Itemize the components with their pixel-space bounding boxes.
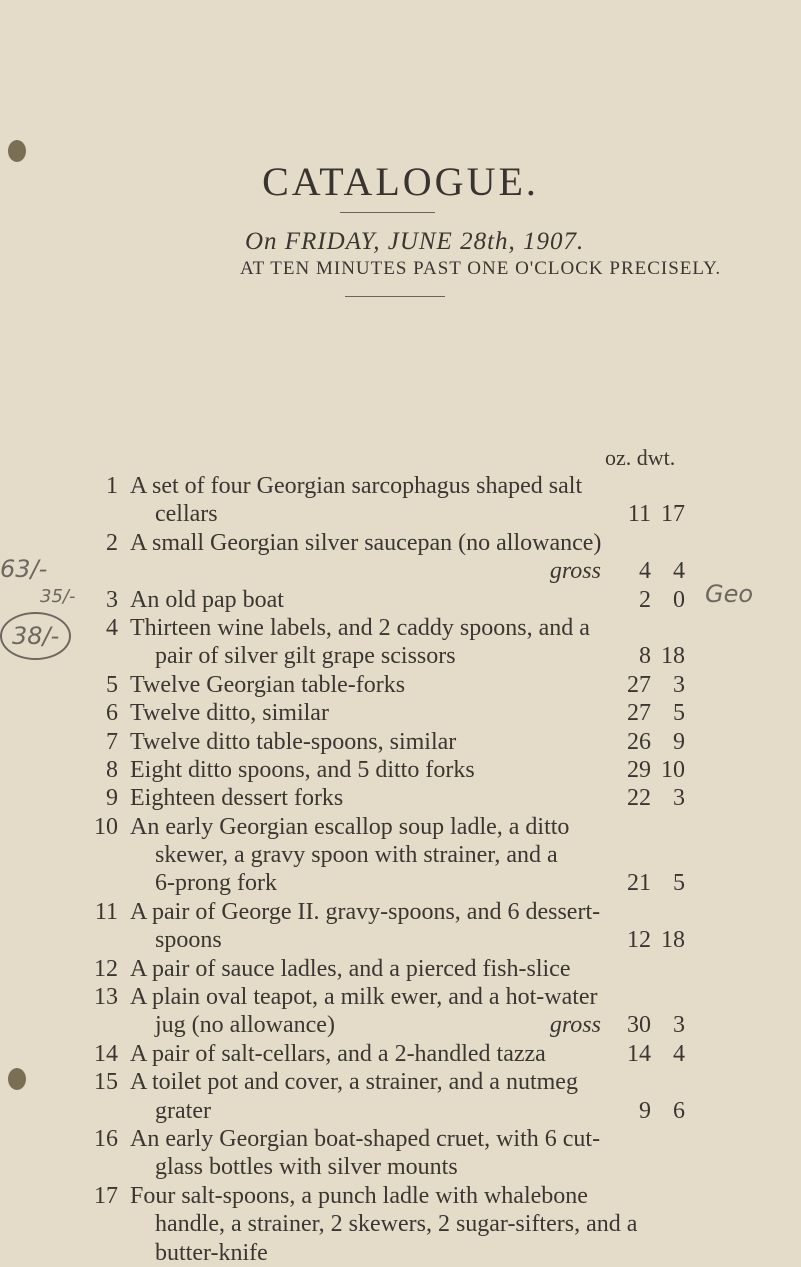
lot-number: 10 xyxy=(94,813,118,840)
lot-line xyxy=(0,472,801,500)
lot-line xyxy=(0,1182,801,1210)
weight-oz: 29 xyxy=(627,756,651,783)
weight-dwt: 5 xyxy=(673,870,685,897)
divider xyxy=(345,296,445,297)
weight-dwt: 18 xyxy=(661,927,685,954)
lot-description: grater xyxy=(155,1097,211,1124)
lot-number: 3 xyxy=(106,586,118,613)
lot-number: 7 xyxy=(106,728,118,755)
lot-line xyxy=(0,869,801,897)
weight-dwt: 6 xyxy=(673,1097,685,1124)
weight-dwt: 5 xyxy=(673,700,685,727)
lot-line xyxy=(0,1125,801,1153)
lot-description: A set of four Georgian sarcophagus shaped salt xyxy=(130,473,583,499)
lot-description: A pair of George II. gravy-spoons, and 6 dessert- xyxy=(130,898,601,925)
lot-description: skewer, a gravy spoon with strainer, and a xyxy=(155,842,558,869)
lot-line xyxy=(0,898,801,926)
lot-description: spoons xyxy=(155,927,222,954)
lot-number: 14 xyxy=(94,1040,118,1067)
page-title: CATALOGUE. xyxy=(262,159,539,204)
lot-line xyxy=(0,784,801,812)
lot-item xyxy=(0,586,801,614)
lot-item xyxy=(0,529,801,586)
lot-item xyxy=(0,728,801,756)
lot-line xyxy=(0,1011,801,1039)
lot-item xyxy=(0,699,801,727)
handwritten-note-circled: 38/- xyxy=(0,612,71,660)
lot-line xyxy=(0,1097,801,1125)
weight-oz: 21 xyxy=(627,870,651,897)
lot-line xyxy=(0,756,801,784)
handwritten-note: 35/- xyxy=(40,586,76,607)
lot-line xyxy=(0,642,801,670)
weight-dwt: 9 xyxy=(673,728,685,755)
weight-oz: 4 xyxy=(639,558,651,585)
weight-oz: 14 xyxy=(627,1040,651,1067)
lot-number: 17 xyxy=(94,1182,118,1209)
lot-item xyxy=(0,1068,801,1125)
weight-oz: 27 xyxy=(627,700,651,727)
lot-description: 6-prong fork xyxy=(155,870,277,897)
lot-item xyxy=(0,671,801,699)
lot-description: Thirteen wine labels, and 2 caddy spoons, and a xyxy=(130,614,590,641)
lot-line xyxy=(0,1068,801,1096)
lot-line xyxy=(0,813,801,841)
lot-line xyxy=(0,529,801,557)
lot-number: 9 xyxy=(106,785,118,812)
weight-oz: 26 xyxy=(627,728,651,755)
lot-line xyxy=(0,699,801,727)
lot-line xyxy=(0,926,801,954)
lot-description: Twelve ditto table-spoons, similar xyxy=(130,728,457,755)
lot-line xyxy=(0,955,801,983)
lot-item xyxy=(0,1125,801,1182)
sale-time: AT TEN MINUTES PAST ONE O'CLOCK PRECISELY. xyxy=(240,258,722,279)
weight-dwt: 17 xyxy=(661,501,685,528)
lot-description: Eight ditto spoons, and 5 ditto forks xyxy=(130,756,475,783)
lot-number: 8 xyxy=(106,756,118,783)
lot-number: 2 xyxy=(106,529,118,556)
lot-list xyxy=(0,472,801,1267)
lot-description: A pair of salt-cellars, and a 2-handled tazza xyxy=(130,1040,546,1067)
lot-description: A toilet pot and cover, a strainer, and a nutmeg xyxy=(130,1069,578,1096)
gross-label: gross xyxy=(549,558,601,585)
lot-item xyxy=(0,1040,801,1068)
gross-label: gross xyxy=(549,1012,601,1039)
weight-oz: 9 xyxy=(639,1097,651,1124)
lot-description: Twelve Georgian table-forks xyxy=(130,671,406,698)
weight-oz: 12 xyxy=(627,927,651,954)
lot-number: 15 xyxy=(94,1069,118,1096)
lot-line xyxy=(0,1239,801,1267)
lot-number: 4 xyxy=(106,614,118,641)
lot-description: A small Georgian silver saucepan (no allowance) xyxy=(130,529,602,556)
lot-line xyxy=(0,586,801,614)
lot-description: A plain oval teapot, a milk ewer, and a hot-water xyxy=(130,984,598,1011)
lot-item xyxy=(0,756,801,784)
lot-number: 12 xyxy=(94,955,118,982)
weight-dwt: 18 xyxy=(661,643,685,670)
lot-item xyxy=(0,983,801,1040)
lot-description: Four salt-spoons, a punch ladle with whalebone xyxy=(130,1182,588,1209)
lot-line xyxy=(0,983,801,1011)
handwritten-note: 63/- xyxy=(0,555,48,583)
lot-description: pair of silver gilt grape scissors xyxy=(155,643,456,670)
lot-number: 11 xyxy=(94,898,118,925)
lot-line xyxy=(0,671,801,699)
weight-oz: 2 xyxy=(639,586,651,613)
lot-item xyxy=(0,898,801,955)
lot-line xyxy=(0,614,801,642)
lot-description: glass bottles with silver mounts xyxy=(155,1154,458,1181)
lot-number: 5 xyxy=(106,671,118,698)
handwritten-note: Geo xyxy=(705,580,754,608)
lot-line xyxy=(0,557,801,585)
weight-oz: 8 xyxy=(639,643,651,670)
lot-number: 16 xyxy=(94,1125,118,1152)
lot-item xyxy=(0,955,801,983)
weight-dwt: 10 xyxy=(661,756,685,783)
lot-description: An early Georgian escallop soup ladle, a ditto xyxy=(130,813,570,840)
weight-oz: 27 xyxy=(627,671,651,698)
lot-description: Twelve ditto, similar xyxy=(130,700,329,727)
weight-oz: 11 xyxy=(627,501,651,528)
lot-line xyxy=(0,1040,801,1068)
weight-dwt: 0 xyxy=(673,586,685,613)
sale-date: On FRIDAY, JUNE 28th, 1907. xyxy=(245,228,585,255)
lot-description: butter-knife xyxy=(155,1239,268,1266)
lot-number: 6 xyxy=(106,700,118,727)
lot-item xyxy=(0,614,801,671)
lot-line xyxy=(0,728,801,756)
lot-number: 1 xyxy=(106,473,118,499)
weight-dwt: 4 xyxy=(673,1040,685,1067)
lot-line xyxy=(0,1153,801,1181)
weight-dwt: 3 xyxy=(673,671,685,698)
lot-item xyxy=(0,472,801,529)
lot-description: An old pap boat xyxy=(130,586,284,613)
binding-hole xyxy=(8,140,26,162)
lot-item xyxy=(0,1182,801,1267)
lot-description: jug (no allowance) xyxy=(155,1012,335,1039)
weight-dwt: 4 xyxy=(673,558,685,585)
weight-dwt: 3 xyxy=(673,785,685,812)
lot-description: handle, a strainer, 2 skewers, 2 sugar-sifters, and a xyxy=(155,1211,638,1238)
lot-description: An early Georgian boat-shaped cruet, with 6 cut- xyxy=(130,1125,601,1152)
lot-description: cellars xyxy=(155,501,218,528)
lot-item xyxy=(0,784,801,812)
lot-line xyxy=(0,841,801,869)
lot-number: 13 xyxy=(94,984,118,1011)
weight-oz: 30 xyxy=(627,1012,651,1039)
lot-line xyxy=(0,500,801,528)
lot-item xyxy=(0,813,801,898)
weight-oz: 22 xyxy=(627,785,651,812)
lot-description: Eighteen dessert forks xyxy=(130,785,344,812)
lot-description: A pair of sauce ladles, and a pierced fish-slice xyxy=(130,955,571,982)
divider xyxy=(340,212,435,213)
column-header-oz-dwt: oz. dwt. xyxy=(605,445,676,470)
lot-line xyxy=(0,1210,801,1238)
weight-dwt: 3 xyxy=(673,1012,685,1039)
